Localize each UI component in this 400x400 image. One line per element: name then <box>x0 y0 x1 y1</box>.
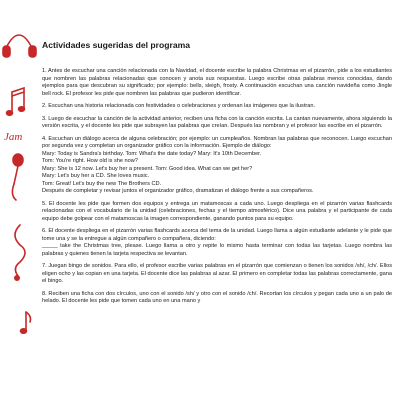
activity-paragraph: 4. Escuchan un diálogo acerca de alguna celebración; por ejemplo: un cumpleaños. Nombran las palabras que reconocen. Luego escuchan por segunda vez y completan un organizador gráfico con la información. Ejemplo de diálogo: Mary: Today is Sandra's birthday. Tom: What's the date today? Mary: It's 10th December. Tom: You're right. How old is she now? Mary: She is 12 now. Let's buy her a present. Tom: Good idea. What can we get her? Mary: Let's buy her a CD. She loves music. Tom: Great! Let's buy the new The Brothers CD. Después de completar y revisar juntos el organizador gráfico, dramatizan el diálogo frente a sus compañeros. <box>42 135 392 194</box>
sidebar-music-illustration <box>0 0 40 400</box>
microphone-icon <box>12 154 23 200</box>
headphones-icon <box>3 35 36 57</box>
decorative-sidebar <box>0 0 40 400</box>
activity-paragraph: 3. Luego de escuchar la canción de la actividad anterior, reciben una ficha con la canción escrita. La cantan nuevamente, ahora siguiendo la versión escrita, y el docente les pide que subrayen las palabras que creían. Después las nombran y el profesor las escribe en el pizarrón. <box>42 115 392 129</box>
activity-paragraph: 1. Antes de escuchar una canción relacionada con la Navidad, el docente escribe la palabra Christmas en el pizarrón, pide a los estudiantes que nombren las palabras relacionadas que conocen y anota sus respuestas. Luego escribe otras palabras menos conocidas, dando ejemplos para que descubran su significado; por ejemplo: bells, sleigh, frosty. A continuación escuchan una canción navideña como Jingle bell rock. El profesor les pide que nombren las palabras que pudieron identificar. <box>42 68 392 97</box>
sidebar-word: Jam <box>4 131 23 143</box>
activity-paragraph: 8. Reciben una ficha con dos círculos, uno con el sonido /sh/ y otro con el sonido /ch/. Recortan los círculos y pegan cada uno a un palo de helado. El docente les pide que tomen cada uno en una mano y <box>42 290 392 304</box>
activity-paragraph: 5. El docente les pide que formen dos equipos y entrega un matamoscas a cada uno. Luego despliega en el pizarrón varias flashcards relacionadas con el vocabulario de la unidad (celebraciones, fechas y el tiempo atmosférico). Dice una palabra y el participante de cada equipo debe golpear con el matamoscas la imagen correspondiente, ganando puntos para su equipo. <box>42 200 392 222</box>
activity-paragraph: 2. Escuchan una historia relacionada con festividades o celebraciones y ordenan las imágenes que la ilustran. <box>42 103 316 109</box>
document-body <box>42 40 392 306</box>
page-title: Actividades sugeridas del programa <box>42 40 191 50</box>
music-note-icon <box>21 312 31 333</box>
activity-paragraph: 6. El docente despliega en el pizarrón varias flashcards acerca del tema de la unidad. Luego llama a algún estudiante adelante y le pide que tome una y se la entregue a algún compañero o compañera, diciendo: _____ take the Christmas tree, please. Luego llama a otro y repite lo mismo hasta terminar con todas las tarjetas. Luego nombra las palabras y quienes tienen la tarjeta respectiva se levantan. <box>42 228 392 257</box>
activity-paragraph: 7. Juegan bingo de sonidos. Para ello, el profesor escribe varias palabras en el pizarrón que comienzan o tienen los sonidos /sh/, /ch/. Ellos eligen ocho y las copian en una tarjeta. El docente dice las palabras al azar. El primero en completar todas las palabras correctamente, gana el bingo. <box>42 263 392 284</box>
treble-clef-icon <box>15 225 25 280</box>
music-note-icon <box>7 88 25 115</box>
